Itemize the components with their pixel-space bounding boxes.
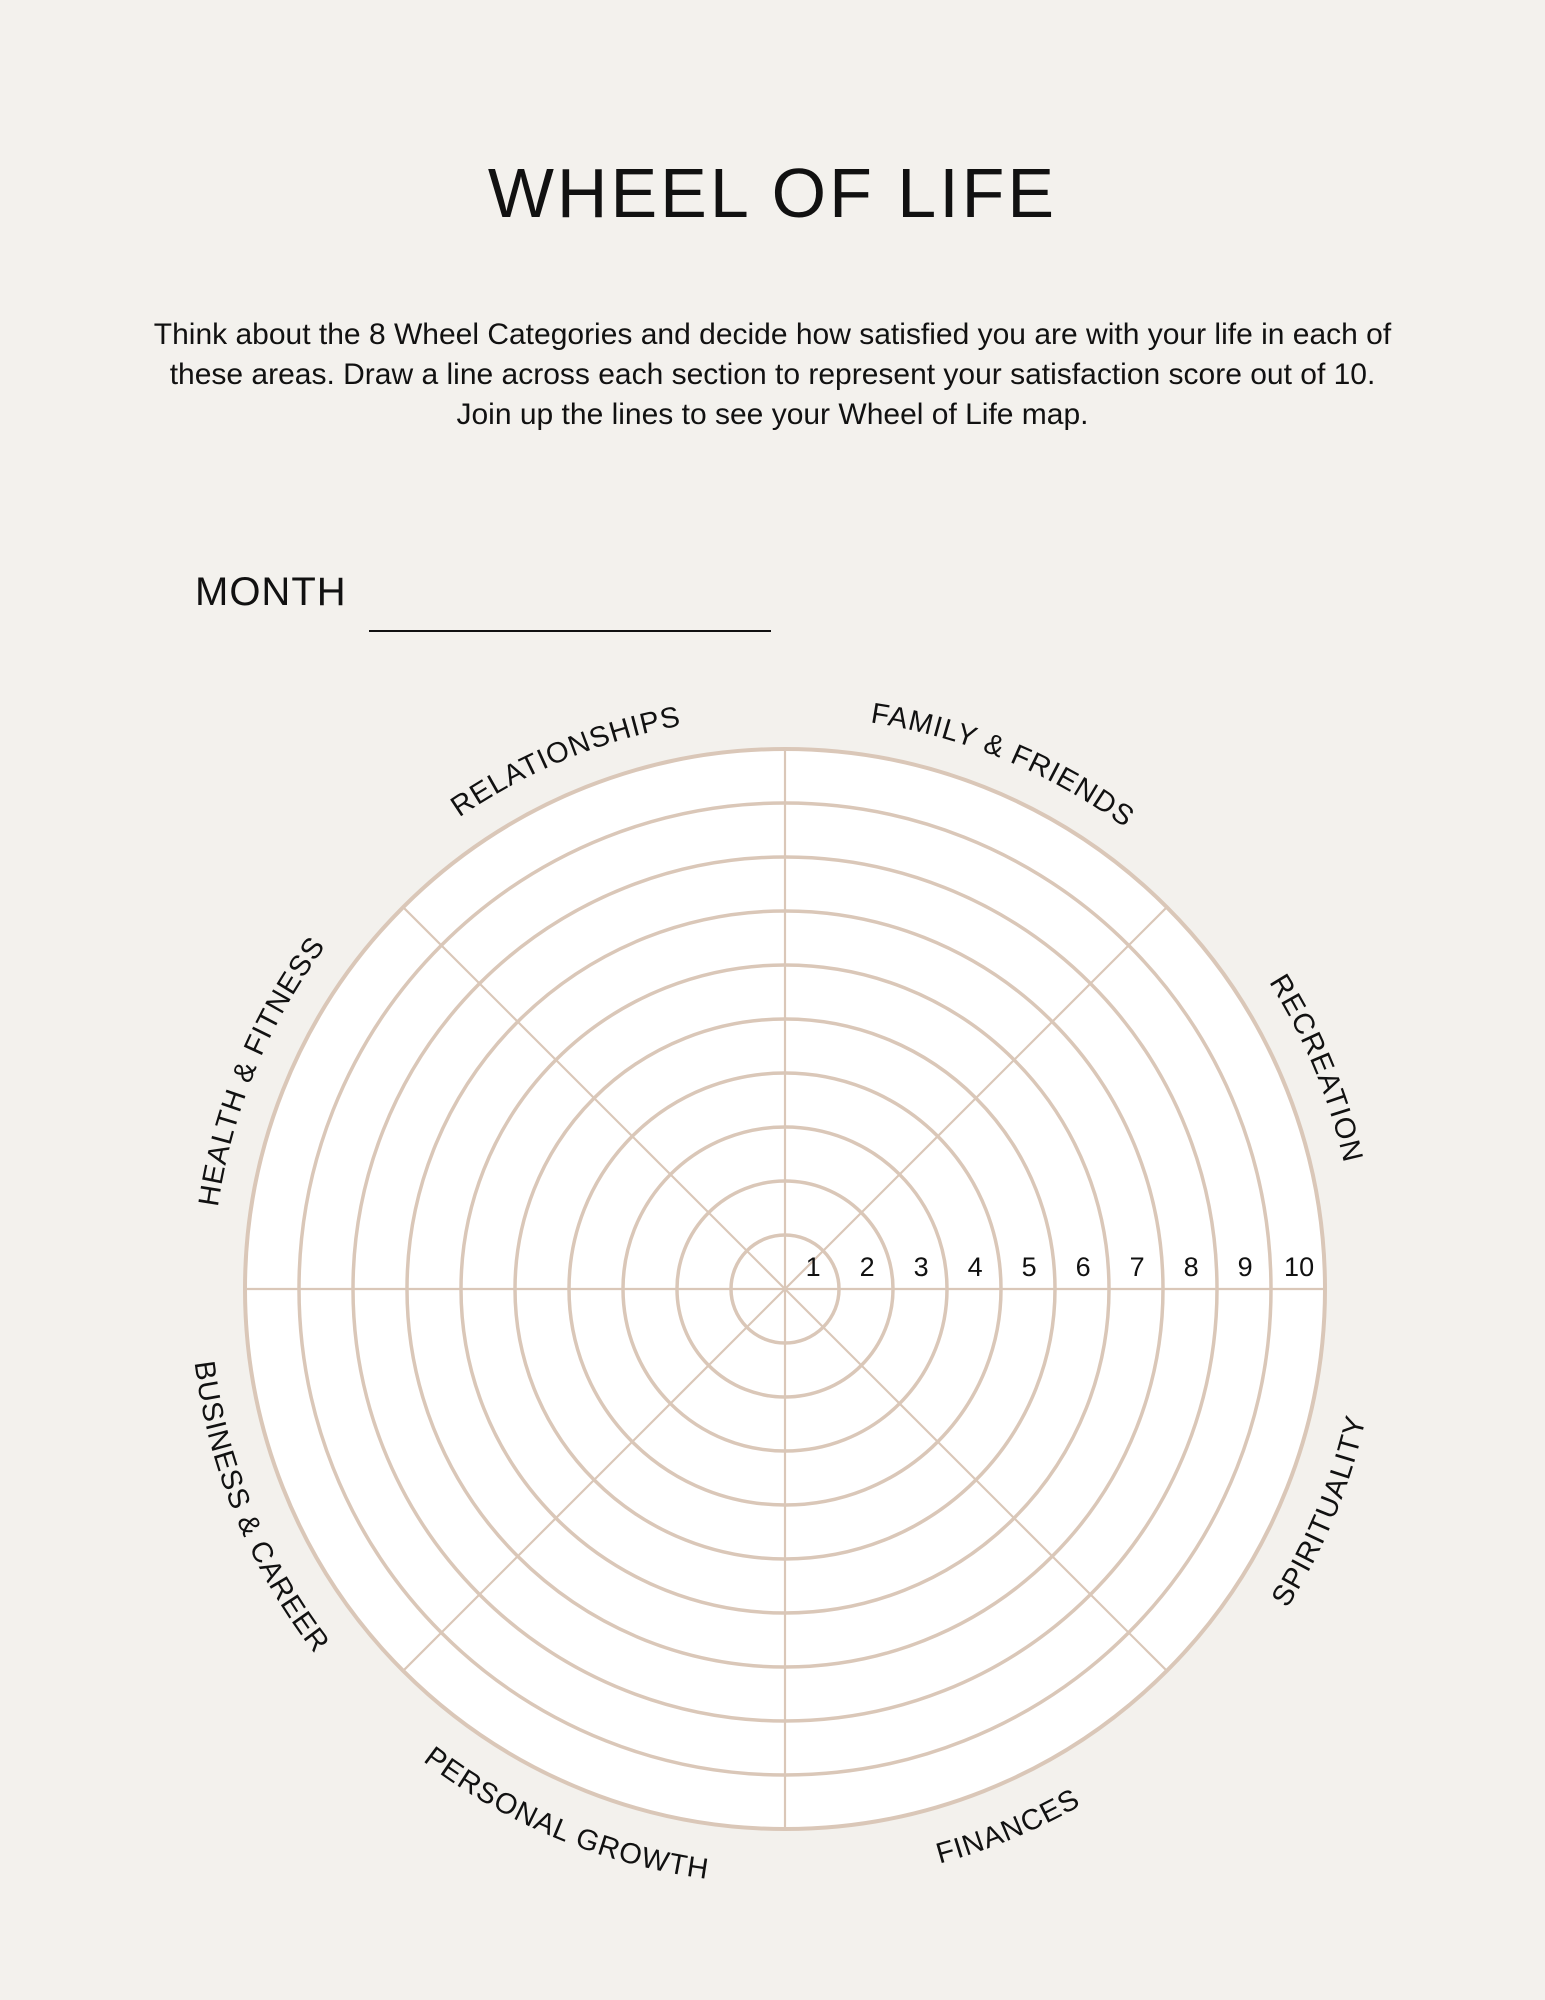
scale-label-3: 3 bbox=[913, 1252, 929, 1282]
scale-label-9: 9 bbox=[1237, 1252, 1253, 1282]
scale-label-5: 5 bbox=[1021, 1252, 1037, 1282]
scale-label-6: 6 bbox=[1075, 1252, 1091, 1282]
scale-label-2: 2 bbox=[859, 1252, 875, 1282]
scale-label-1: 1 bbox=[805, 1252, 821, 1282]
category-label-2: RECREATION bbox=[1262, 968, 1369, 1166]
scale-label-8: 8 bbox=[1183, 1252, 1199, 1282]
category-label-4: FINANCES bbox=[932, 1782, 1086, 1871]
wheel-spokes bbox=[245, 749, 1325, 1829]
category-label-7: HEALTH & FITNESS bbox=[193, 930, 332, 1209]
month-label: MONTH bbox=[195, 570, 347, 614]
scale-label-10: 10 bbox=[1284, 1252, 1315, 1282]
category-label-6: BUSINESS & CAREER bbox=[187, 1358, 336, 1659]
category-label-1: FAMILY & FRIENDS bbox=[868, 697, 1141, 834]
page-title: WHEEL OF LIFE bbox=[487, 154, 1058, 232]
category-label-3: SPIRITUALITY bbox=[1265, 1412, 1373, 1613]
scale-label-4: 4 bbox=[967, 1252, 983, 1282]
category-label-8: RELATIONSHIPS bbox=[445, 700, 684, 824]
instructions-text: Think about the 8 Wheel Categories and decide how satisfied you are with your life in each of these areas. Draw a line across each section to represent your satisfaction score out of 10. Join up the lines to see your Wheel of Life map. bbox=[153, 318, 1392, 431]
category-label-5: PERSONAL GROWTH bbox=[418, 1740, 712, 1886]
scale-label-7: 7 bbox=[1129, 1252, 1145, 1282]
